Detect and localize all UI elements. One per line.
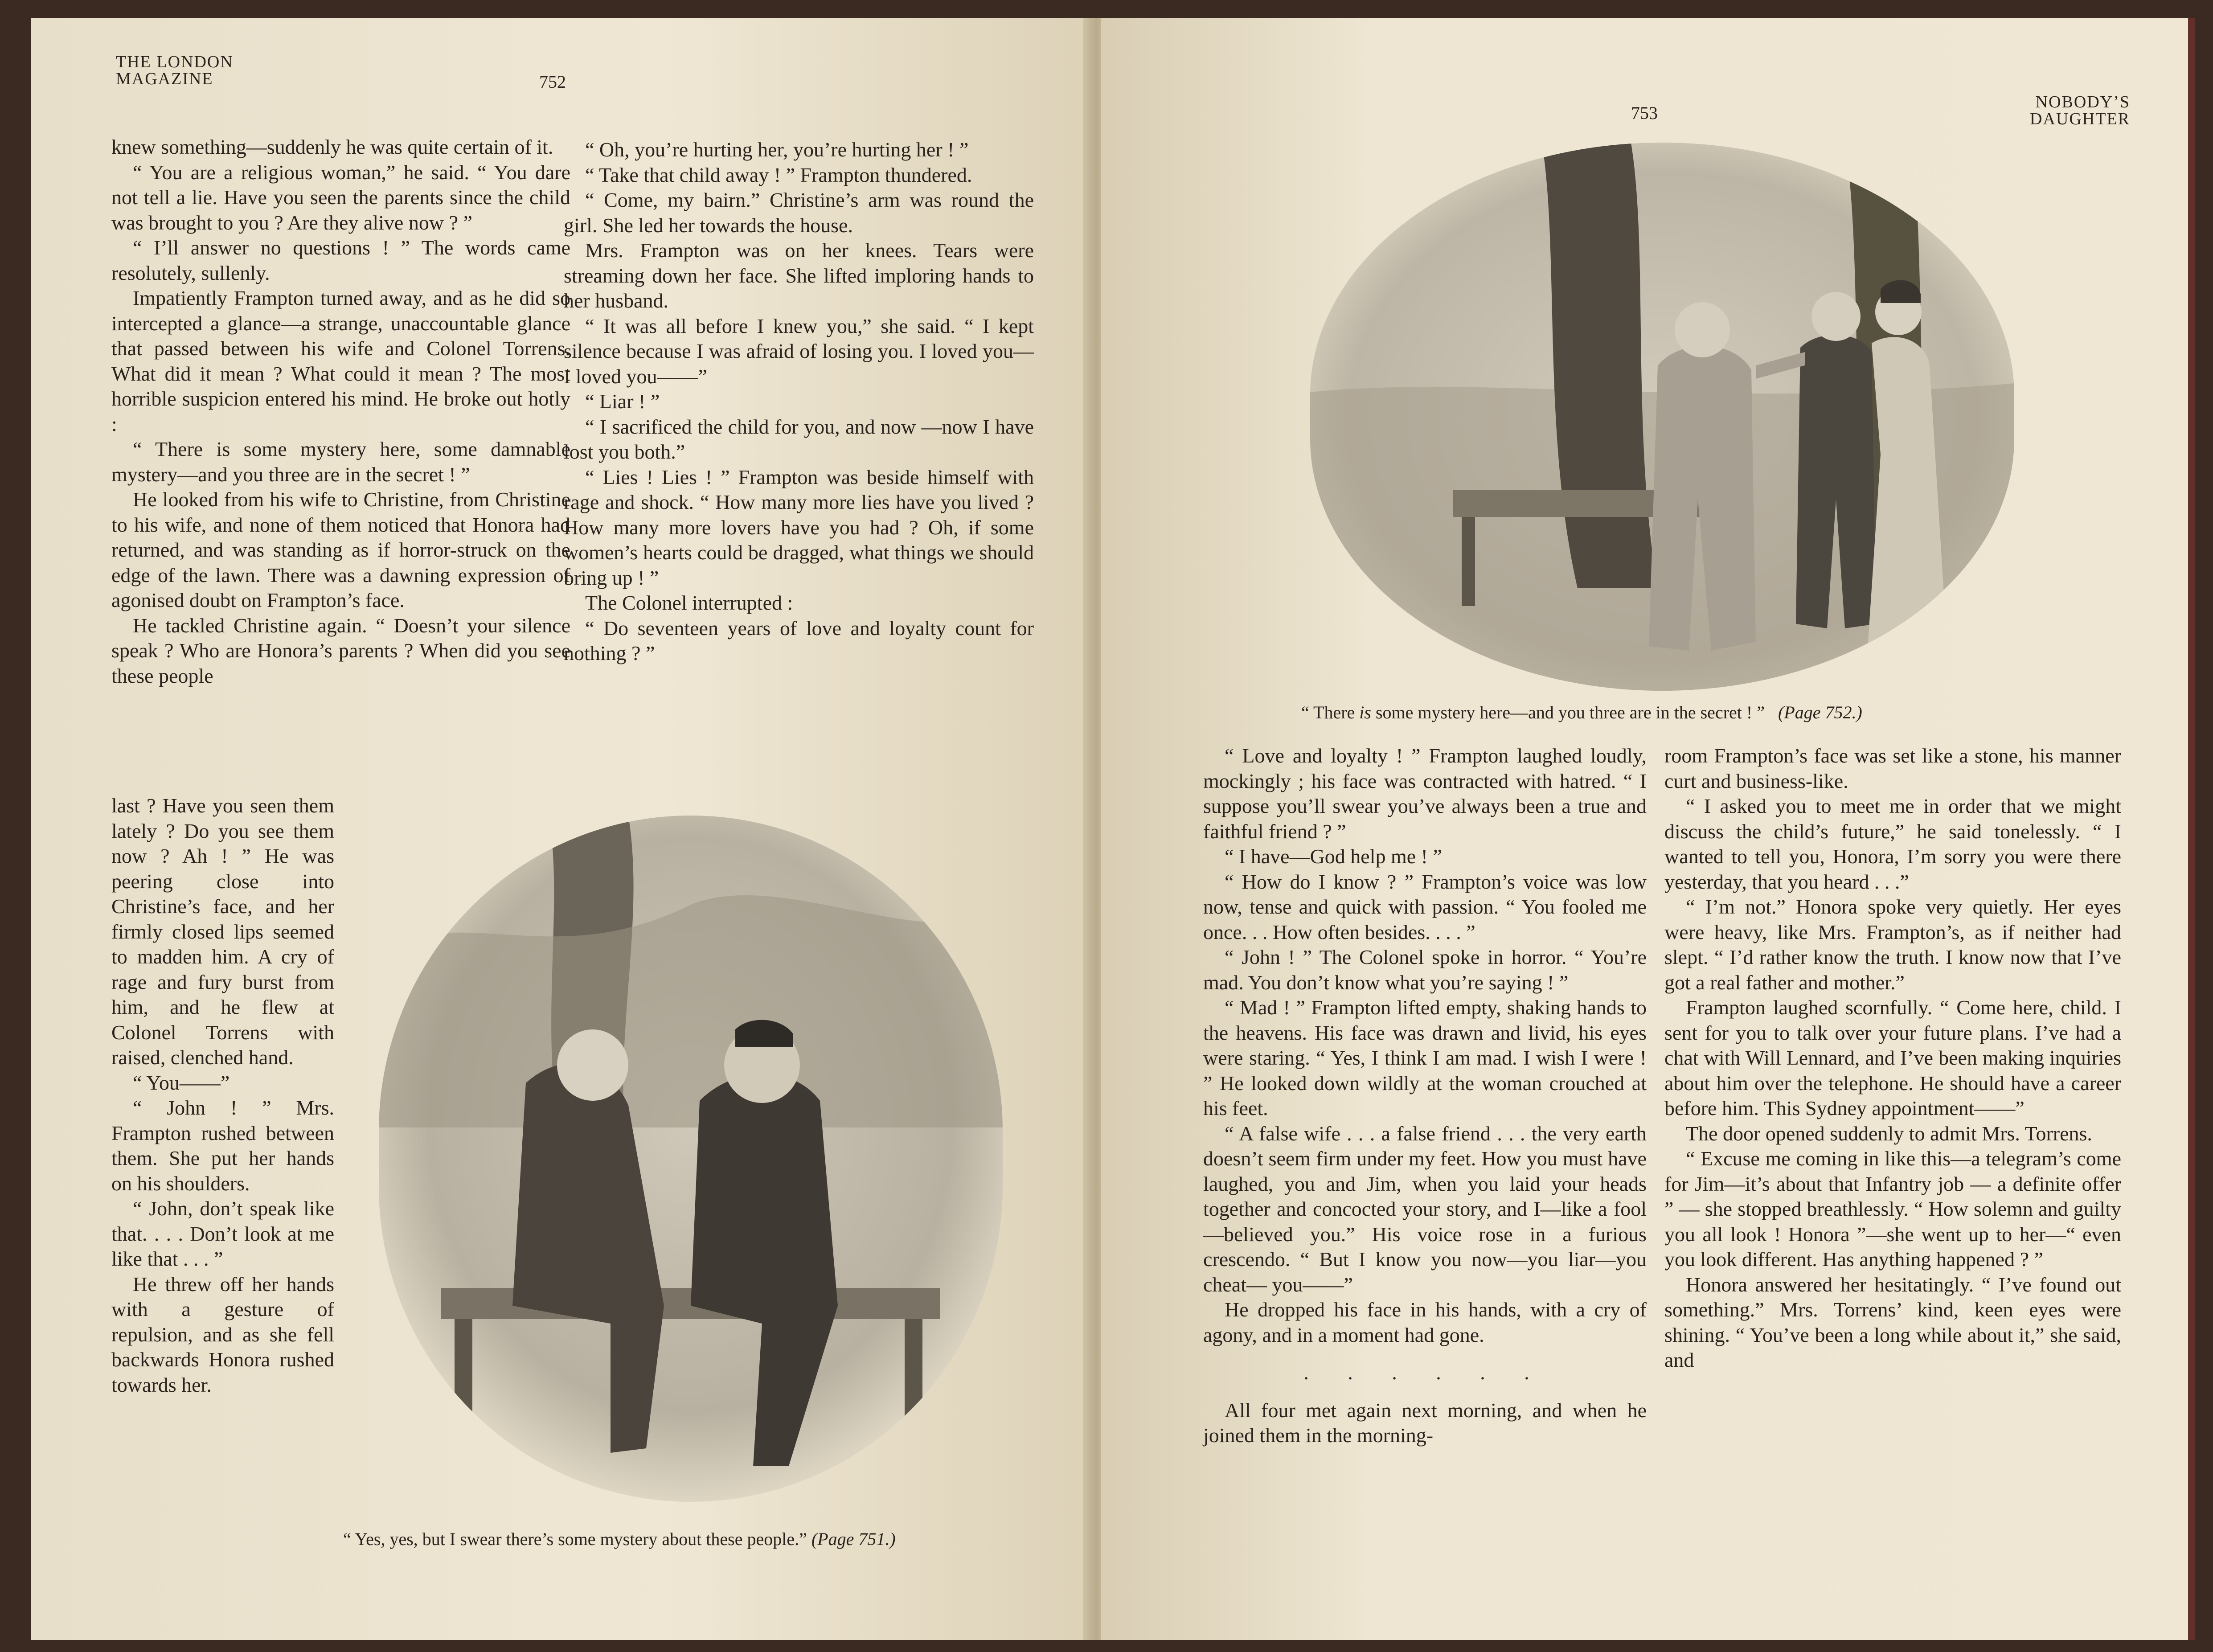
paragraph: “ I asked you to meet me in order that we might discuss the child’s future,” he said tonelessly. “ I wanted to tell you, Honora, I’m sorry you were there yesterday, that you heard . . .”	[1664, 795, 2121, 893]
paragraph: room Frampton’s face was set like a stone, his manner curt and business-like.	[1664, 744, 2121, 792]
paragraph: “ It was all before I knew you,” she said. “ I kept silence because I was afraid of losing you. I loved you—I loved you——”	[564, 314, 1034, 388]
left-column-1-top	[111, 135, 570, 689]
paragraph: “ You are a religious woman,” he said. “ You dare not tell a lie. Have you seen the parents since the child was brought to you ? Are they alive now ? ”	[111, 160, 570, 234]
paragraph: Mrs. Frampton was on her knees. Tears were streaming down her face. She lifted imploring hands to her husband.	[564, 239, 1034, 312]
caption-right: “ There is some mystery here—and you three are in the secret ! ” (Page 752.)	[1301, 702, 1862, 722]
caption-left: “ Yes, yes, but I swear there’s some mystery about these people.” (Page 751.)	[343, 1529, 896, 1549]
paragraph: “ Lies ! Lies ! ” Frampton was beside himself with rage and shock. “ How many more lies have you lived ? How many more lovers have you had ? Oh, if some women’s hearts could be dragged, what things we should bring up ! ”	[564, 465, 1034, 589]
paragraph: “ Mad ! ” Frampton lifted empty, shaking hands to the heavens. His face was drawn and livid, his eyes were staring. “ Yes, I think I am mad. I wish I were ! ” He looked down wildly at the woman crouched at his feet.	[1203, 996, 1647, 1119]
right-column-1	[1203, 743, 1647, 1448]
paragraph: He looked from his wife to Christine, from Christine to his wife, and none of them noticed that Honora had returned, and was standing as if horror-struck on the edge of the lawn. There was a dawning expression of agonised doubt on Frampton’s face.	[111, 488, 570, 611]
paragraph: “ Oh, you’re hurting her, you’re hurting her ! ”	[585, 138, 969, 161]
left-column-2	[564, 137, 1034, 666]
paragraph: “ John ! ” The Colonel spoke in horror. “ You’re mad. You don’t know what you’re saying ! ”	[1203, 946, 1647, 994]
left-page	[31, 18, 1092, 1640]
illustration-two-men-on-bench	[379, 816, 1003, 1502]
paragraph: “ John, don’t speak like that. . . . Don’t look at me like that . . . ”	[111, 1197, 334, 1270]
paragraph: “ Take that child away ! ” Frampton thundered.	[585, 163, 972, 186]
running-head-right: NOBODY’S DAUGHTER	[2030, 93, 2130, 128]
paragraph: Impatiently Frampton turned away, and as he did so intercepted a glance—a strange, unaccountable glance that passed between his wife and Colonel Torrens. What did it mean ? What could it mean ? The most horrible suspicion entered his mind. He broke out hotly :	[111, 287, 570, 435]
paragraph: “ I sacrificed the child for you, and now —now I have lost you both.”	[564, 415, 1034, 463]
paragraph: “ Excuse me coming in like this—a telegram’s come for Jim—it’s about that Infantry job — a definite offer ” — she stopped breathlessly. “ How solemn and guilty you all look ! Honora ”—she went up to her—“ even you look different. Has anything happened ? ”	[1664, 1147, 2121, 1271]
paragraph: “ I’ll answer no questions ! ” The words came resolutely, sullenly.	[111, 236, 570, 284]
right-page	[1101, 18, 2188, 1640]
paragraph: He threw off her hands with a gesture of repulsion, and as she fell backwards Honora rushed towards her.	[111, 1272, 334, 1396]
left-column-1-narrow	[111, 793, 334, 1398]
illustration-three-figures-svg	[1310, 143, 2014, 691]
paragraph: “ How do I know ? ” Frampton’s voice was low now, tense and quick with passion. “ You fooled me once. . . How often besides. . . . ”	[1203, 870, 1647, 943]
paragraph: “ John ! ” Mrs. Frampton rushed between them. She put her hands on his shoulders.	[111, 1096, 334, 1195]
paragraph: “ Do seventeen years of love and loyalty count for nothing ? ”	[564, 616, 1034, 664]
paragraph: All four met again next morning, and when he joined them in the morning-	[1203, 1398, 1647, 1447]
running-head-left: THE LONDON MAGAZINE	[116, 53, 234, 88]
illustration-two-men-svg	[379, 816, 1003, 1502]
page-number-right: 753	[1631, 103, 1658, 123]
paragraph: last ? Have you seen them lately ? Do you see them now ? Ah ! ” He was peering close into Christine’s face, and her firmly closed lips seemed to madden him. A cry of rage and fury burst from him, and he flew at Colonel Torrens with raised, clenched hand.	[111, 794, 334, 1069]
paragraph: “ Liar ! ”	[585, 390, 660, 413]
paragraph: He dropped his face in his hands, with a cry of agony, and in a moment had gone.	[1203, 1298, 1647, 1346]
paragraph: Honora answered her hesitatingly. “ I’ve found out something.” Mrs. Torrens’ kind, keen eyes were shining. “ You’ve been a long while about it,” she said, and	[1664, 1273, 2121, 1371]
paragraph: The door opened suddenly to admit Mrs. Torrens.	[1686, 1122, 2092, 1145]
page-edge-marking	[2188, 18, 2195, 1640]
paragraph: “ You——”	[133, 1071, 230, 1094]
paragraph: “ Come, my bairn.” Christine’s arm was round the girl. She led her towards the house.	[564, 189, 1034, 237]
right-column-2	[1664, 743, 2121, 1373]
paragraph: knew something—suddenly he was quite certain of it.	[111, 135, 553, 158]
paragraph: . . . . . .	[1303, 1361, 1546, 1384]
paragraph: “ I’m not.” Honora spoke very quietly. Her eyes were heavy, like Mrs. Frampton’s, as if neither had slept. “ I’d rather know the truth. I know now that I’ve got a real father and mother.”	[1664, 895, 2121, 994]
illustration-three-figures	[1310, 143, 2014, 691]
paragraph: “ There is some mystery here, some damnable mystery—and you three are in the secret ! ”	[111, 438, 570, 486]
page-number-left: 752	[539, 72, 566, 92]
paragraph: “ Love and loyalty ! ” Frampton laughed loudly, mockingly ; his face was contracted with hatred. “ I suppose you’ll swear you’ve always been a true and faithful friend ? ”	[1203, 744, 1647, 843]
paragraph: “ I have—God help me ! ”	[1225, 845, 1442, 868]
paragraph: The Colonel interrupted :	[585, 591, 793, 614]
paragraph: “ A false wife . . . a false friend . . . the very earth doesn’t seem firm under my feet. How you must have laughed, you and Jim, when you laid your heads together and concocted your story, and I—like a fool—believed you.” His voice rose in a furious crescendo. “ But I know you now—you liar—you cheat— you——”	[1203, 1122, 1647, 1296]
paragraph: Frampton laughed scornfully. “ Come here, child. I sent for you to talk over your future plans. I’ve had a chat with Will Lennard, and I’ve been making inquiries about him over the telephone. He should have a career before him. This Sydney appointment——”	[1664, 996, 2121, 1119]
paragraph: He tackled Christine again. “ Doesn’t your silence speak ? Who are Honora’s parents ? When did you see these people	[111, 614, 570, 687]
